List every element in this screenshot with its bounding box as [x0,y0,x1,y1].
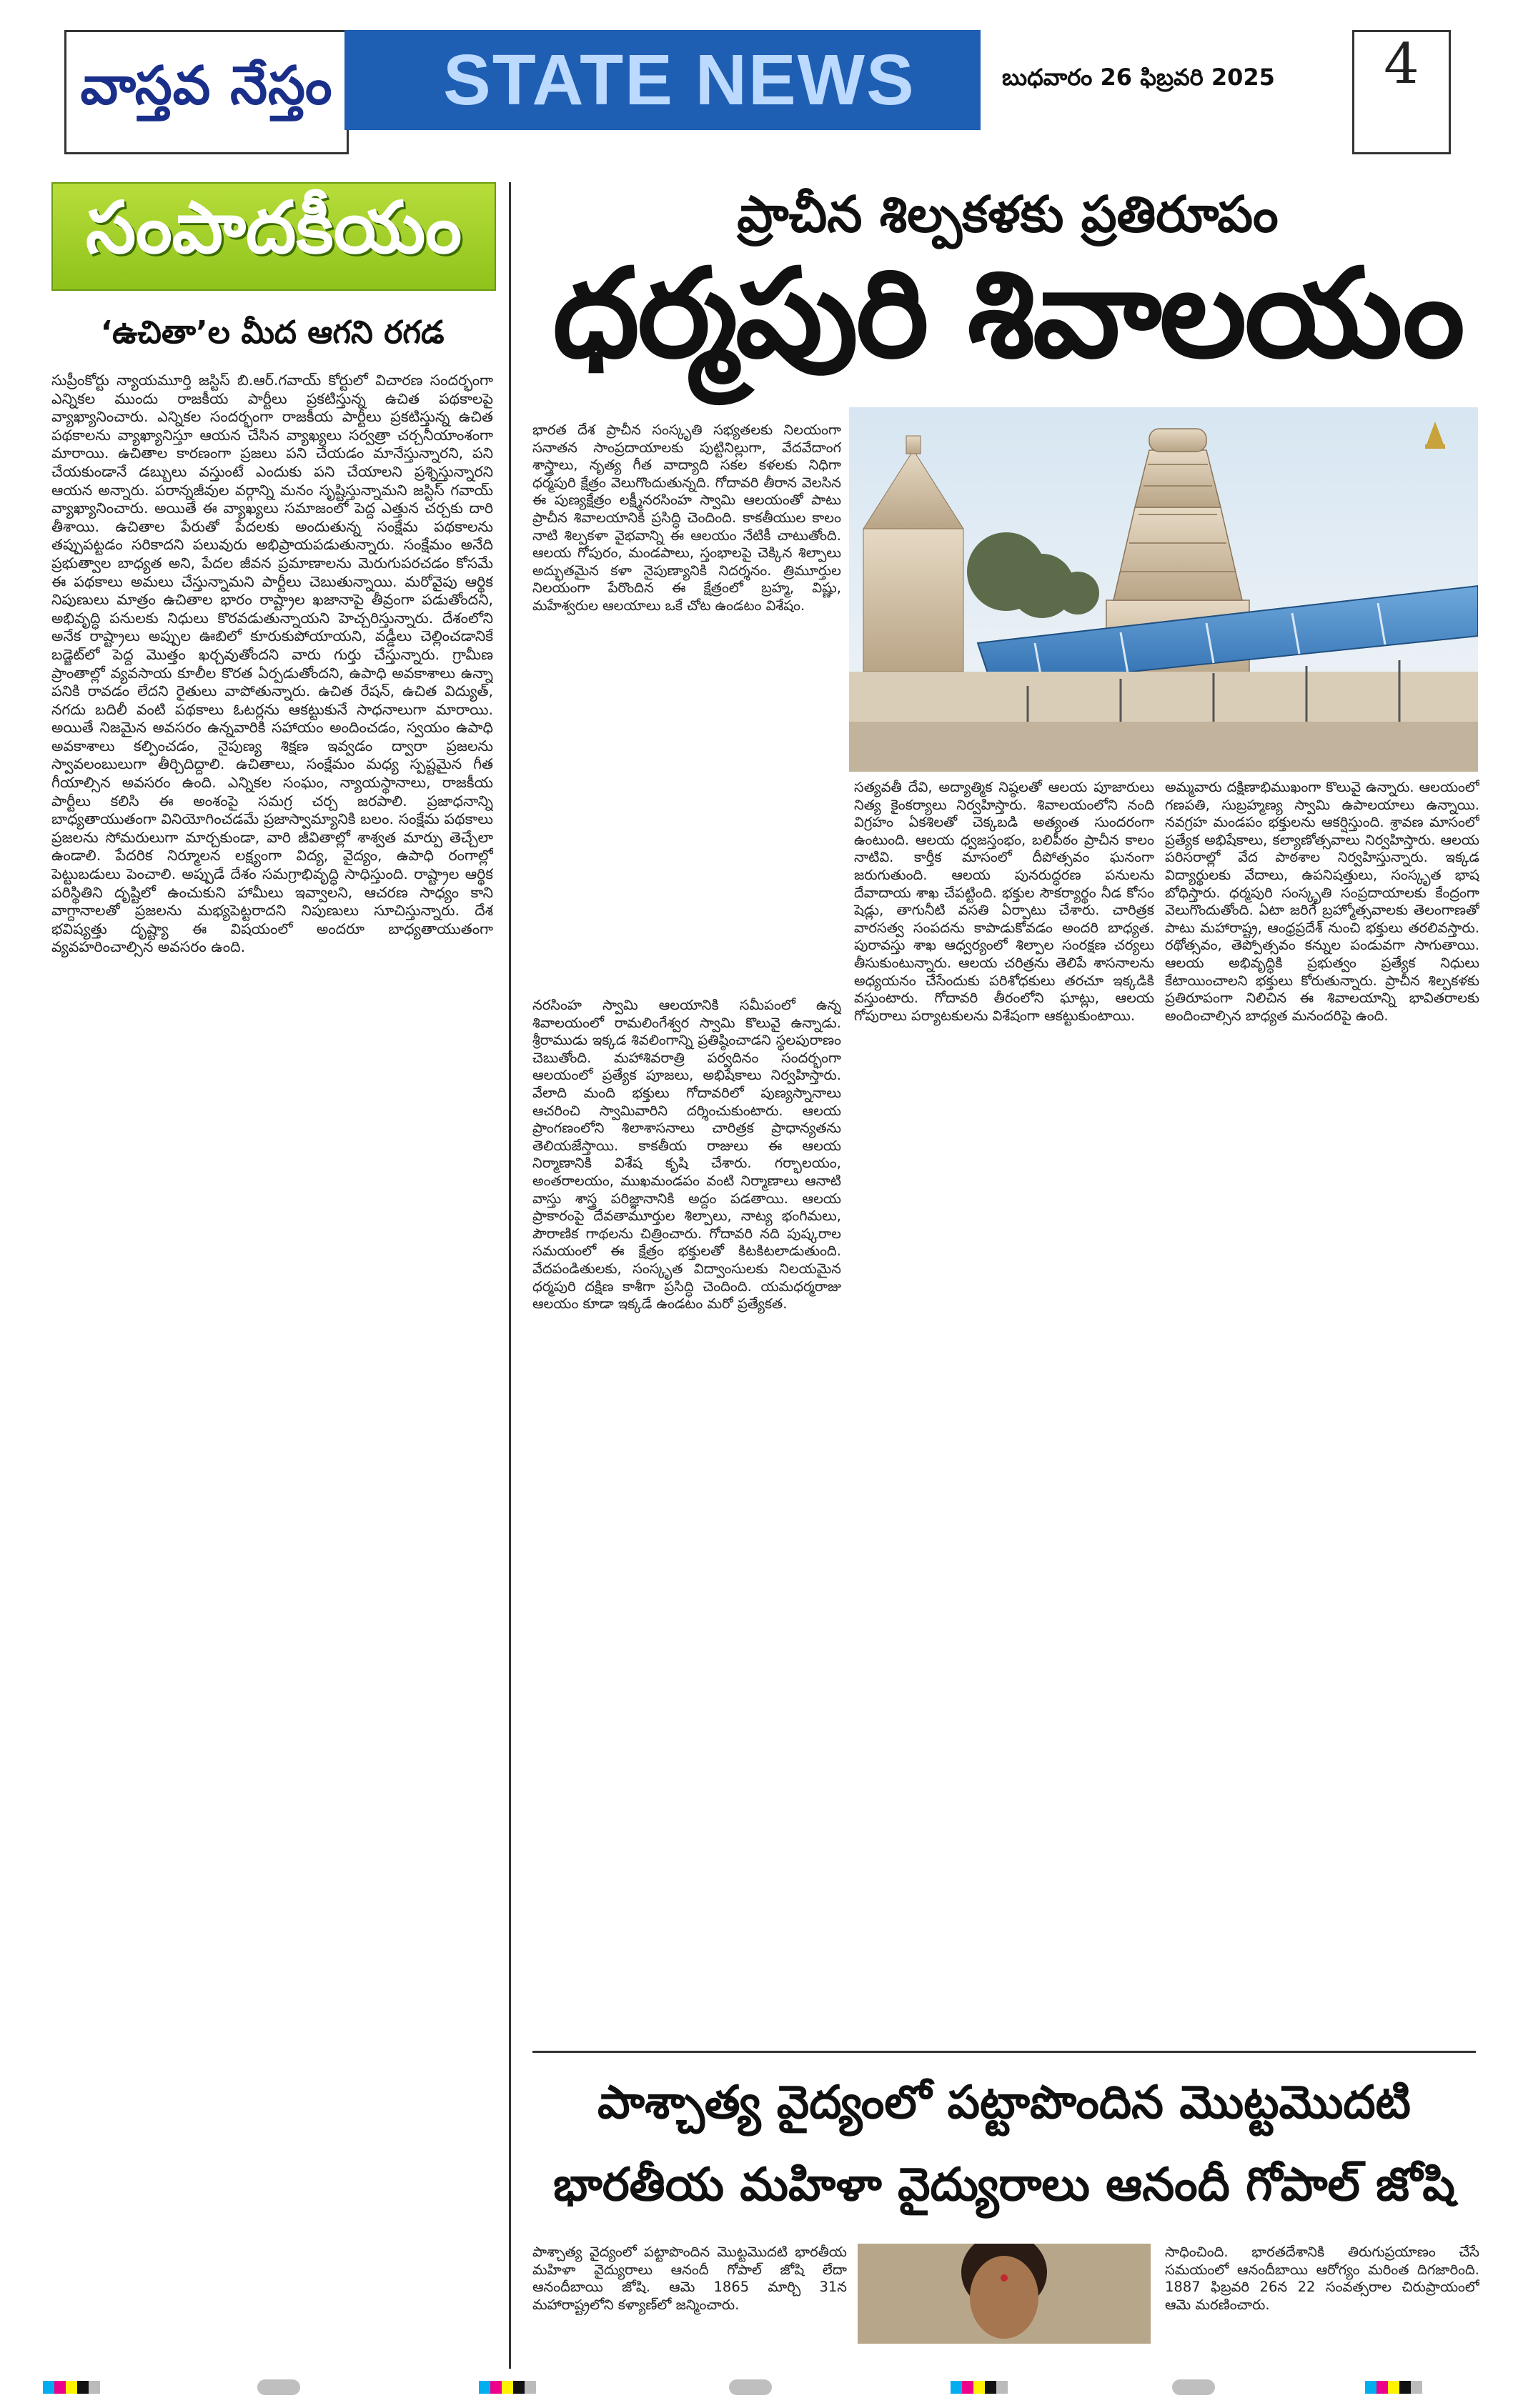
article2-title-line-1: పాశ్చాత్య వైద్యంలో పట్టాపొందిన మొట్టమొదటి [597,2076,1411,2129]
article2-column-1: పాశ్చాత్య వైద్యంలో పట్టాపొందిన మొట్టమొదటి భారతీయ మహిళా వైద్యురాలు ఆనందీ గోపాల్ జోషి లేదా ఆనందీబాయి జోషి. ఆమె 1865 మార్చి 31న మహారాష్ట్రలోని కళ్యాణ్‌లో జన్మించారు. [532,2244,847,2313]
article1-column-3: అమ్మవారు దక్షిణాభిముఖంగా కొలువై ఉన్నారు. ఆలయంలో గణపతి, సుబ్రహ్మణ్య స్వామి ఉపాలయాలు ఉన్నాయి. నవగ్రహ మండపం భక్తులను ఆకర్షిస్తుంది. శ్రావణ మాసంలో ప్రత్యేక అభిషేకాలు, కల్యాణోత్సవాలు నిర్వహిస్తారు. ఆలయ పరిసరాల్లో వేద పాఠశాల నిర్వహిస్తున్నారు. ఇక్కడ విద్యార్థులకు వేదాలు, ఉపనిషత్తులు, సంస్కృత భాష బోధిస్తారు. ధర్మపురి సంస్కృతి సంప్రదాయాలకు కేంద్రంగా వెలుగొందుతోంది. ఏటా జరిగే బ్రహ్మోత్సవాలకు తెలంగాణతో పాటు మహారాష్ట్ర, ఆంధ్రప్రదేశ్ నుంచి భక్తులు తరలివస్తారు. రథోత్సవం, తెప్పోత్సవం కన్నుల పండువగా సాగుతాయి. ఆలయ అభివృద్ధికి ప్రభుత్వం ప్రత్యేక నిధులు కేటాయించాలని భక్తులు కోరుతున్నారు. ప్రాచీన శిల్పకళకు ప్రతిరూపంగా నిలిచిన ఈ శివాలయాన్ని భావితరాలకు అందించాల్సిన బాధ్యత మనందరిపై ఉంది. [1165,779,1479,1024]
section-title: STATE NEWS [443,39,916,120]
registration-mark [1172,2379,1215,2395]
editorial-headline: ‘ఉచితా’ల మీద ఆగని రగడ [100,314,445,351]
article1-column-1-continued: నరసింహ స్వామి ఆలయానికి సమీపంలో ఉన్న శివాలయంలో రామలింగేశ్వర స్వామి కొలువై ఉన్నాడు. శ్రీరాముడు ఇక్కడ శివలింగాన్ని ప్రతిష్ఠించాడని స్థలపురాణం చెబుతోంది. మహాశివరాత్రి పర్వదినం సందర్భంగా ఆలయంలో ప్రత్యేక పూజలు, అభిషేకాలు నిర్వహిస్తారు. వేలాది మంది భక్తులు గోదావరిలో పుణ్యస్నానాలు ఆచరించి స్వామివారిని దర్శించుకుంటారు. ఆలయ ప్రాంగణంలోని శిలాశాసనాలు చారిత్రక ప్రాధాన్యతను తెలియజేస్తాయి. కాకతీయ రాజులు ఈ ఆలయ నిర్మాణానికి విశేష కృషి చేశారు. గర్భాలయం, అంతరాలయం, ముఖమండపం వంటి నిర్మాణాలు ఆనాటి వాస్తు శాస్త్ర పరిజ్ఞానానికి అద్దం పడతాయి. ఆలయ ప్రాకారంపై దేవతామూర్తుల శిల్పాలు, నాట్య భంగిమలు, పౌరాణిక గాథలను చిత్రించారు. గోదావరి నది పుష్కరాల సమయంలో ఈ క్షేత్రం భక్తులతో కిటకిటలాడుతుంది. వేదపండితులకు, సంస్కృత విద్వాంసులకు నిలయమైన ధర్మపురి దక్షిణ కాశీగా ప్రసిద్ధి చెందింది. యమధర్మరాజు ఆలయం కూడా ఇక్కడే ఉండటం మరో ప్రత్యేకత. [532,997,841,1313]
article1-title: ధర్మపురి శివాలయం [552,242,1463,385]
article1-kicker: ప్రాచీన శిల్పకళకు ప్రతిరూపం [737,184,1279,244]
registration-mark [257,2379,300,2395]
issue-date: బుధవారం 26 ఫిబ్రవరి 2025 [978,30,1352,130]
color-registration-bar [1365,2381,1422,2394]
article2-title-line-2: భారతీయ మహిళా వైద్యురాలు ఆనందీ గోపాల్ జోషి [553,2158,1455,2212]
color-registration-bar [479,2381,536,2394]
portrait-photo [858,2244,1151,2344]
article1-column-1: భారత దేశ ప్రాచీన సంస్కృతి సభ్యతలకు నిలయంగా సనాతన సాంప్రదాయాలకు పుట్టినిల్లుగా, వేదవేదాంగ శాస్త్రాలు, నృత్య గీత వాద్యాది సకల కళలకు నిధిగా ధర్మపురి క్షేత్రం వెలుగొందుతున్నది. గోదావరి తీరాన వెలసిన ఈ పుణ్యక్షేత్రం లక్ష్మీనరసింహ స్వామి ఆలయంతో పాటు ప్రాచీన శివాలయానికి ప్రసిద్ధి చెందింది. కాకతీయుల కాలం నాటి శిల్పకళా వైభవాన్ని ఈ ఆలయం నేటికీ చాటుతోంది. ఆలయ గోపురం, మండపాలు, స్తంభాలపై చెక్కిన శిల్పాలు అద్భుతమైన కళా నైపుణ్యానికి నిదర్శనం. త్రిమూర్తుల నిలయంగా పేరొందిన ఈ క్షేత్రంలో బ్రహ్మ, విష్ణు, మహేశ్వరుల ఆలయాలు ఒకే చోట ఉండటం విశేషం. [532,422,841,614]
color-registration-bar [951,2381,1008,2394]
registration-mark [729,2379,772,2395]
article2-column-2: సాధించింది. భారతదేశానికి తిరుగుప్రయాణం చేసే సమయంలో ఆనందీబాయి ఆరోగ్యం మరింత దిగజారింది. 1887 ఫిబ్రవరి 26న 22 సంవత్సరాల చిరుప్రాయంలో ఆమె మరణించారు. [1165,2244,1479,2313]
column-divider [509,182,511,2369]
masthead [0,0,1513,154]
page-number: 4 [1352,30,1451,154]
article-divider [532,2051,1476,2053]
editorial-body: సుప్రీంకోర్టు న్యాయమూర్తి జస్టిస్ బి.ఆర్.గవాయ్ కోర్టులో విచారణ సందర్భంగా ఎన్నికల ముందు రాజకీయ పార్టీలు ప్రకటిస్తున్న ఉచిత పథకాలపై వ్యాఖ్యానించారు. ఎన్నికల సందర్భంగా రాజకీయ పార్టీలు ప్రకటిస్తున్న ఉచిత పథకాలను వ్యాఖ్యానిస్తూ ఆయన చేసిన వ్యాఖ్యలు సర్వత్రా చర్చనీయాంశంగా మారాయి. ఉచితాల కారణంగా ప్రజలు పని చేయడం మానేస్తున్నారని, పని చేయకుండానే డబ్బులు వస్తుంటే ఎందుకు పని చేయాలని ప్రశ్నిస్తున్నారని ఆయన అన్నారు. పరాన్నజీవుల వర్గాన్ని మనం సృష్టిస్తున్నామని జస్టిస్ గవాయ్ వ్యాఖ్యానించారు. అయితే ఈ వ్యాఖ్యలు సమాజంలో పెద్ద ఎత్తున చర్చకు దారి తీశాయి. ఉచితాల పేరుతో పేదలకు అందుతున్న సంక్షేమ పథకాలను తప్పుపట్టడం సరికాదని పలువురు అభిప్రాయపడుతున్నారు. సంక్షేమం అనేది ప్రభుత్వాల బాధ్యత అని, పేదల జీవన ప్రమాణాలను మెరుగుపరచడం కోసమే ఈ పథకాలు అమలు చేస్తున్నామని పార్టీలు చెబుతున్నాయి. మరోవైపు ఆర్థిక నిపుణులు మాత్రం ఉచితాల భారం రాష్ట్రాల ఖజానాపై తీవ్రంగా పడుతోందని, అభివృద్ధి పనులకు నిధులు కొరవడుతున్నాయని హెచ్చరిస్తున్నారు. దేశంలోని అనేక రాష్ట్రాలు అప్పుల ఊబిలో కూరుకుపోయాయని, వడ్డీలు చెల్లించడానికే బడ్జెట్‌లో పెద్ద మొత్తం ఖర్చవుతోందని వారు గుర్తు చేస్తున్నారు. గ్రామీణ ప్రాంతాల్లో వ్యవసాయ కూలీల కొరత ఏర్పడుతోందని, ఉపాధి అవకాశాలు ఉన్నా పనికి రావడం లేదని రైతులు వాపోతున్నారు. ఉచిత రేషన్, ఉచిత విద్యుత్, నగదు బదిలీ వంటి పథకాలు ఓటర్లను ఆకట్టుకునే సాధనాలుగా మారాయి. అయితే నిజమైన అవసరం ఉన్నవారికి సహాయం అందించడం, స్వయం ఉపాధి అవకాశాలు కల్పించడం, నైపుణ్య శిక్షణ ఇవ్వడం ద్వారా ప్రజలను స్వావలంబులుగా తీర్చిదిద్దాలి. ఉచితాలు, సంక్షేమం మధ్య స్పష్టమైన గీత గీయాల్సిన అవసరం ఉంది. ఎన్నికల సంఘం, న్యాయస్థానాలు, రాజకీయ పార్టీలు కలిసి ఈ అంశంపై సమగ్ర చర్చ జరపాలి. ప్రజాధనాన్ని బాధ్యతాయుతంగా వినియోగించడమే ప్రజాస్వామ్యానికి బలం. సంక్షేమ పథకాలు ప్రజలను సోమరులుగా మార్చకుండా, వారి జీవితాల్లో శాశ్వత మార్పు తెచ్చేలా ఉండాలి. పేదరిక నిర్మూలన లక్ష్యంగా విద్య, వైద్యం, ఉపాధి రంగాల్లో పెట్టుబడులు పెంచాలి. అప్పుడే దేశం సమగ్రాభివృద్ధి సాధిస్తుంది. రాష్ట్రాల ఆర్థిక పరిస్థితిని దృష్టిలో ఉంచుకుని హామీలు ఇవ్వాలని, ఆచరణ సాధ్యం కాని వాగ్దానాలతో ప్రజలను మభ్యపెట్టరాదని నిపుణులు సూచిస్తున్నారు. దేశ భవిష్యత్తు దృష్ట్యా ఈ విషయంలో అందరూ బాధ్యతాయుతంగా వ్యవహరించాల్సిన అవసరం ఉంది. [51,372,493,956]
editorial-banner [51,182,496,291]
article1-column-2: సత్యవతీ దేవి, అద్యాత్మిక నిష్ఠలతో ఆలయ పూజారులు నిత్య కైంకర్యాలు నిర్వహిస్తారు. శివాలయంలోని నంది విగ్రహం ఏకశిలతో చెక్కబడి అత్యంత సుందరంగా ఉంటుంది. ఆలయ ధ్వజస్తంభం, బలిపీఠం ప్రాచీన కాలం నాటివి. కార్తీక మాసంలో దీపోత్సవం ఘనంగా జరుగుతుంది. ఆలయ పునరుద్ధరణ పనులను దేవాదాయ శాఖ చేపట్టింది. భక్తుల సౌకర్యార్థం నీడ కోసం షెడ్లు, తాగునీటి వసతి ఏర్పాటు చేశారు. చారిత్రక వారసత్వ సంపదను కాపాడుకోవడం అందరి బాధ్యత. పురావస్తు శాఖ ఆధ్వర్యంలో శిల్పాల సంరక్షణ చర్యలు తీసుకుంటున్నారు. ఆలయ చరిత్రను తెలిపే శాసనాలను అధ్యయనం చేసేందుకు పరిశోధకులు తరచూ ఇక్కడికి వస్తుంటారు. గోదావరి తీరంలోని ఘాట్లు, ఆలయ గోపురాలు పర్యాటకులను విశేషంగా ఆకట్టుకుంటాయి. [854,779,1154,1024]
temple-photo [849,407,1478,772]
editorial-banner-text: సంపాదకీయం [85,186,462,269]
logo-text: వాస్తవ నేస్తం [80,55,333,116]
newspaper-logo [64,30,349,154]
color-registration-bar [43,2381,100,2394]
